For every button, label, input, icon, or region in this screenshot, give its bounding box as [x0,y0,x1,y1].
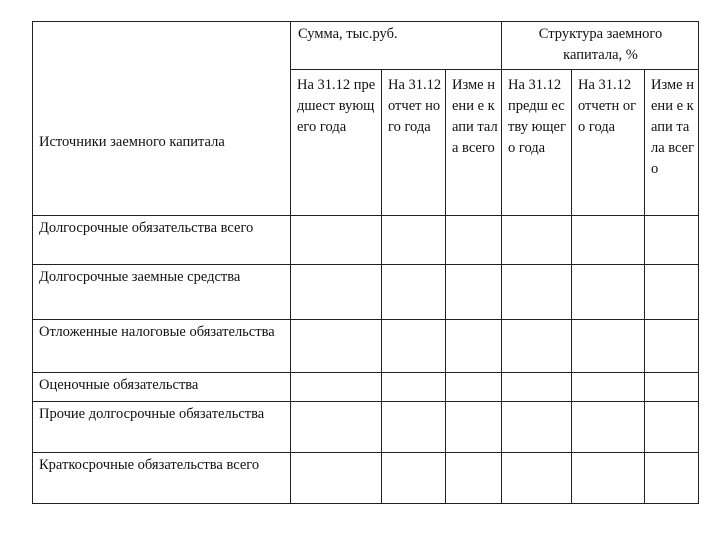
table-row [33,265,699,320]
table-cell [291,216,382,265]
table-cell [572,402,645,453]
corner-header-cell [33,22,291,216]
table-cell [291,265,382,320]
table-cell [645,320,699,373]
table-cell [291,402,382,453]
table-row [33,320,699,373]
table-cell [645,216,699,265]
table-cell [572,265,645,320]
table-cell [502,402,572,453]
table-cell [502,453,572,504]
subheader-structure-change: Изме нени е капи тала всего [645,70,699,216]
table-row [33,373,699,402]
table-cell [645,265,699,320]
row-label: Долгосрочные обязательства всего [33,216,291,265]
row-label: Отложенные налоговые обязательства [33,320,291,373]
table-row [33,216,699,265]
table-cell [502,320,572,373]
table-cell [502,373,572,402]
table-cell [446,216,502,265]
table-cell [572,453,645,504]
table-cell [291,453,382,504]
subheader-sum-reporting-year: На 31.12 отчет ного года [382,70,446,216]
table-cell [502,216,572,265]
table-cell [645,373,699,402]
subheader-structure-reporting-year: На 31.12 отчетн ого года [572,70,645,216]
table-cell [291,320,382,373]
subheader-sum-previous-year: На 31.12 предшест вующего года [291,70,382,216]
table-cell [572,216,645,265]
structure-group-header [502,22,699,70]
table-cell [572,320,645,373]
table-cell [382,216,446,265]
table-cell [446,373,502,402]
table-cell [382,402,446,453]
sum-group-label: Сумма, тыс.руб. [298,26,398,42]
table-cell [446,453,502,504]
table-row [33,402,699,453]
row-label: Долгосрочные заемные средства [33,265,291,320]
table-cell [645,453,699,504]
table-cell [645,402,699,453]
corner-header-label: Источники заемного капитала [39,134,225,150]
table-cell [382,320,446,373]
row-label: Оценочные обязательства [33,373,291,402]
row-label: Прочие долгосрочные обязательства [33,402,291,453]
table-cell [382,453,446,504]
table-cell [382,265,446,320]
structure-group-label: Структура заемного капитала, % [538,26,663,63]
capital-sources-table [32,21,699,504]
table-cell [446,402,502,453]
table-row [33,453,699,504]
subheader-structure-previous-year: На 31.12 предш еству ющего года [502,70,572,216]
table-cell [446,320,502,373]
table-cell [382,373,446,402]
row-label: Краткосрочные обязательства всего [33,453,291,504]
subheader-sum-change: Изме нени е капи тала всего [446,70,502,216]
header-row-groups [33,22,699,70]
table-cell [502,265,572,320]
table-cell [446,265,502,320]
table-cell [572,373,645,402]
table-cell [291,373,382,402]
sum-group-header [291,22,502,70]
